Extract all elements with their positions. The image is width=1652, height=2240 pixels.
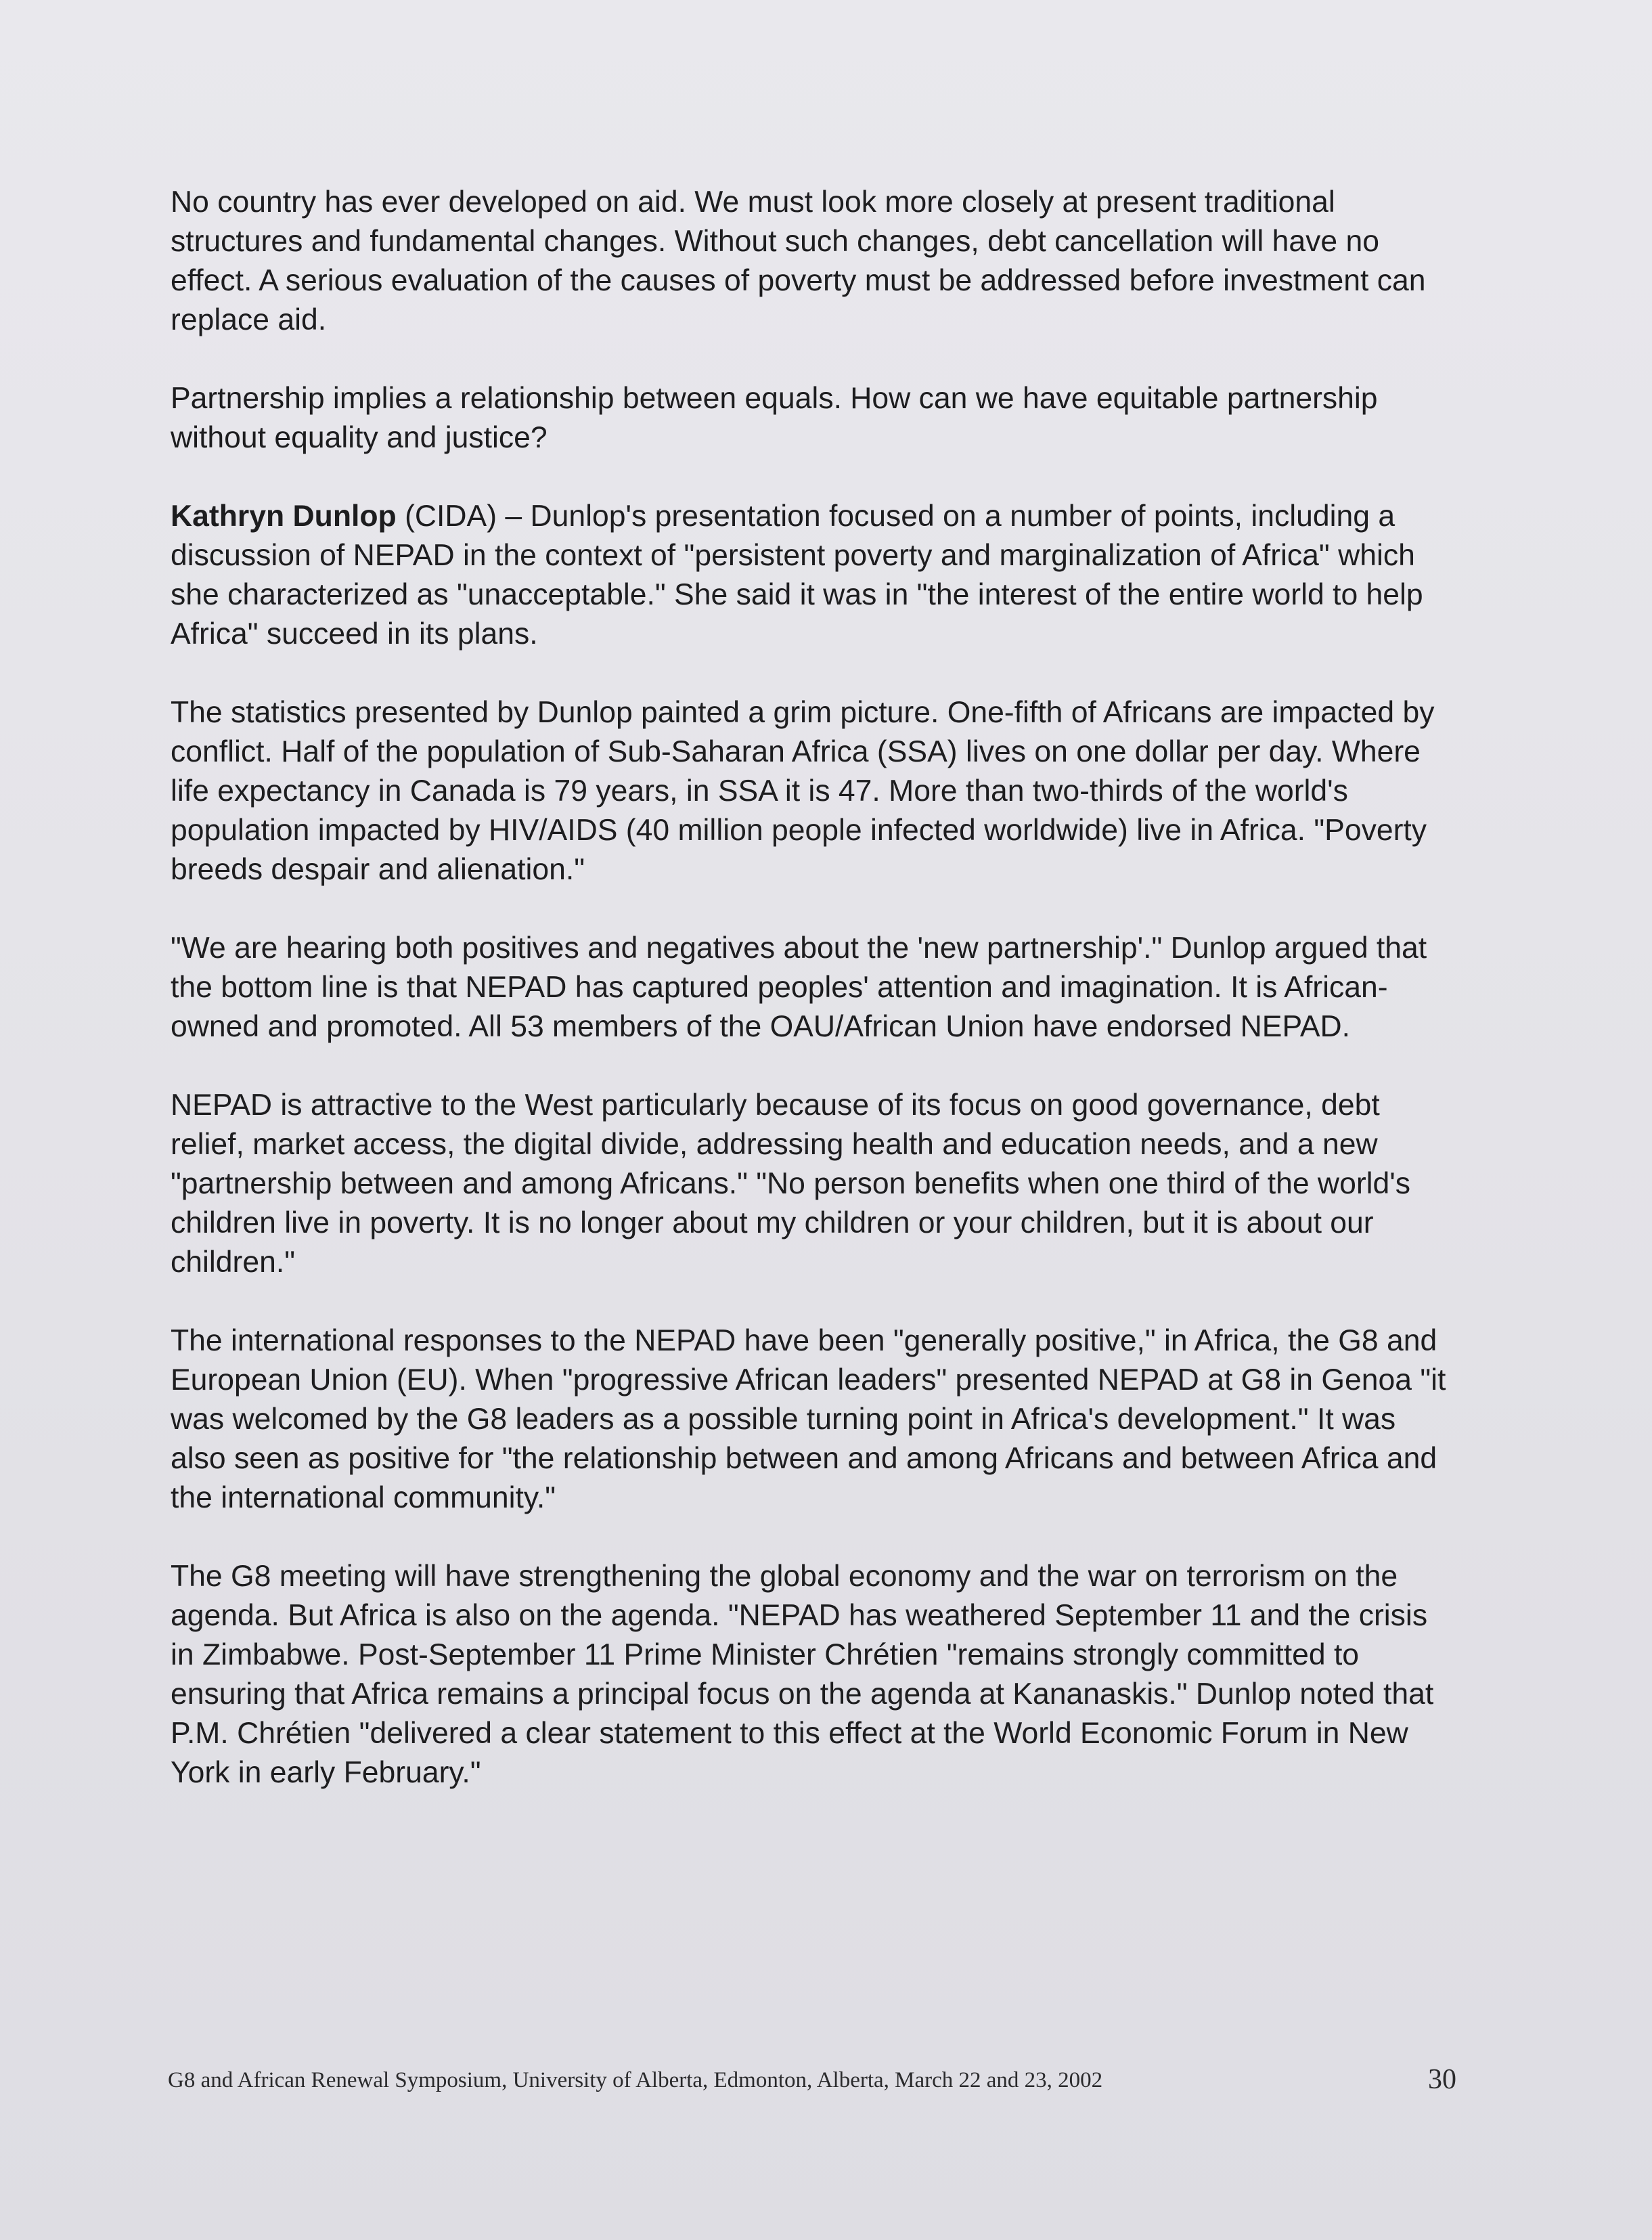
footer-citation: G8 and African Renewal Symposium, University of Alberta, Edmonton, Alberta, March 22 and 23, 2002 (168, 2068, 1103, 2092)
paragraph-6-text: NEPAD is attractive to the West particularly because of its focus on good governance, debt relief, market access, the digital divide, addressing health and education needs, and a new "partnership between and among Africans." "No person benefits when one third of the world's children live in poverty. It is no longer about my children or your children, but it is about our children." (171, 1089, 1411, 1279)
paragraph-4-text: The statistics presented by Dunlop painted a grim picture. One-fifth of Africans are impacted by conflict. Half of the population of Sub-Saharan Africa (SSA) lives on one dollar per day. Where life expectancy in Canada is 79 years, in SSA it is 47. More than two-thirds of the world's population impacted by HIV/AIDS (40 million people infected worldwide) live in Africa. "Poverty breeds despair and alienation." (171, 696, 1435, 886)
paragraph-5 (171, 929, 1456, 1047)
paragraph-6 (171, 1086, 1456, 1282)
paragraph-8-text: The G8 meeting will have strengthening the global economy and the war on terrorism on the agenda. But Africa is also on the agenda. "NEPAD has weathered September 11 and the crisis in Zimbabwe. Post-September 11 Prime Minister Chrétien "remains strongly committed to ensuring that Africa remains a principal focus on the agenda at Kananaskis." Dunlop noted that P.M. Chrétien "delivered a clear statement to this effect at the World Economic Forum in New York in early February." (171, 1560, 1434, 1789)
page-number: 30 (1428, 2064, 1456, 2095)
paragraph-7 (171, 1321, 1456, 1518)
paragraph-3 (171, 497, 1456, 654)
body-text (171, 183, 1456, 1832)
paragraph-5-text: "We are hearing both positives and negatives about the 'new partnership'." Dunlop argued that the bottom line is that NEPAD has captured peoples' attention and imagination. It is African-owned and promoted. All 53 members of the OAU/African Union have endorsed NEPAD. (171, 931, 1427, 1043)
paragraph-7-text: The international responses to the NEPAD have been "generally positive," in Africa, the G8 and European Union (EU). When "progressive African leaders" presented NEPAD at G8 in Genoa "it was welcomed by the G8 leaders as a possible turning point in Africa's development." It was also seen as positive for "the relationship between and among Africans and between Africa and the international community." (171, 1324, 1446, 1514)
paragraph-4 (171, 693, 1456, 890)
speaker-name: Kathryn Dunlop (171, 500, 397, 533)
paragraph-3-text: (CIDA) – Dunlop's presentation focused on a number of points, including a discussion of NEPAD in the context of "persistent poverty and marginalization of Africa" which she characterized as "unacceptable." She said it was in "the interest of the entire world to help Africa" succeed in its plans. (171, 500, 1423, 651)
paragraph-2 (171, 379, 1456, 458)
paragraph-1 (171, 183, 1456, 340)
paragraph-8 (171, 1557, 1456, 1793)
paragraph-2-text: Partnership implies a relationship between equals. How can we have equitable partnership without equality and justice? (171, 382, 1378, 454)
paragraph-1-text: No country has ever developed on aid. We must look more closely at present traditional structures and fundamental changes. Without such changes, debt cancellation will have no effect. A serious evaluation of the causes of poverty must be addressed before investment can replace aid. (171, 185, 1426, 336)
